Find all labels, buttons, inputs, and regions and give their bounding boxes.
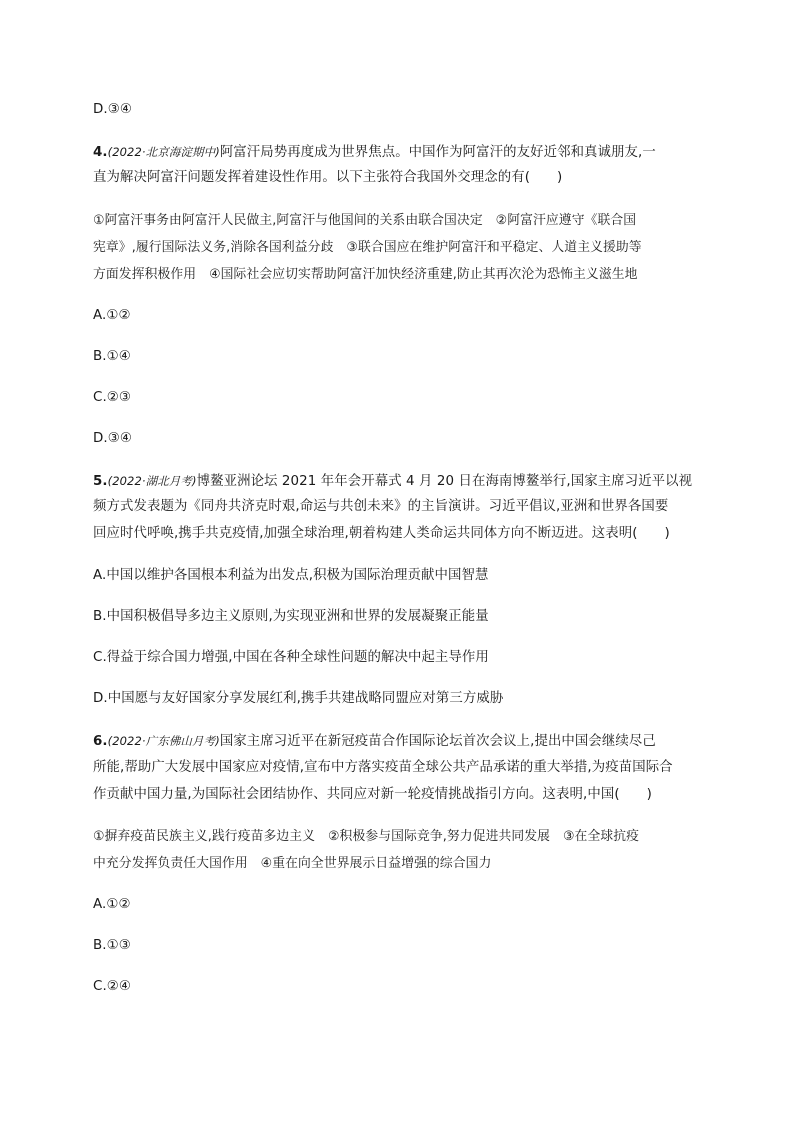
q6-number: 6: [93, 734, 103, 749]
q5-stem-line-2: 频方式发表题为《同舟共济克时艰,命运与共创未来》的主旨演讲。习近平倡议,亚洲和世界各国要: [93, 499, 669, 514]
q4-option-d: D.③④: [93, 431, 132, 446]
q5-number: 5: [93, 474, 103, 489]
q6-option-c: C.②④: [93, 979, 132, 994]
q5-option-a: A.中国以维护各国根本利益为出发点,积极为国际治理贡献中国智慧: [93, 568, 489, 583]
q5-option-b: B.中国积极倡导多边主义原则,为实现亚洲和世界的发展凝聚正能量: [93, 609, 489, 624]
q4-statements-line-2: 宪章》,履行国际法义务,消除各国利益分歧 ③联合国应在维护阿富汗和平稳定、人道主义援助等: [93, 240, 642, 255]
q5-stem-text-1: 博鳌亚洲论坛 2021 年年会开幕式 4 月 20 日在海南博鳌举行,国家主席习近平以视: [196, 474, 693, 489]
q5-source: (2022·湖北月考): [107, 474, 197, 488]
q4-option-a: A.①②: [93, 308, 131, 323]
q6-option-a: A.①②: [93, 897, 131, 912]
q4-option-c: C.②③: [93, 390, 132, 405]
q4-option-b: B.①④: [93, 349, 131, 364]
q5-stem-line-1: 5.(2022·湖北月考)博鳌亚洲论坛 2021 年年会开幕式 4 月 20 日在海南博鳌举行,国家主席习近平以视: [93, 474, 693, 489]
q4-statements-line-1: ①阿富汗事务由阿富汗人民做主,阿富汗与他国间的关系由联合国决定 ②阿富汗应遵守《联合国: [93, 213, 637, 228]
q6-stem-line-3: 作贡献中国力量,为国际社会团结协作、共同应对新一轮疫情挑战指引方向。这表明,中国( ): [93, 787, 652, 802]
q5-option-c: C.得益于综合国力增强,中国在各种全球性问题的解决中起主导作用: [93, 650, 489, 665]
q5-option-d: D.中国愿与友好国家分享发展红利,携手共建战略同盟应对第三方威胁: [93, 691, 504, 706]
q4-stem-line-1: 4.(2022·北京海淀期中)阿富汗局势再度成为世界焦点。中国作为阿富汗的友好近邻和真诚朋友,一: [93, 145, 656, 160]
q3-option-d: D.③④: [93, 102, 132, 117]
q6-statements-line-1: ①摒弃疫苗民族主义,践行疫苗多边主义 ②积极参与国际竞争,努力促进共同发展 ③在全球抗疫: [93, 829, 640, 844]
q6-option-b: B.①③: [93, 938, 131, 953]
q4-source: (2022·北京海淀期中): [107, 145, 220, 159]
q4-number: 4: [93, 145, 103, 160]
q6-statements-line-2: 中充分发挥负责任大国作用 ④重在向全世界展示日益增强的综合国力: [93, 856, 492, 871]
q6-stem-text-1: 国家主席习近平在新冠疫苗合作国际论坛首次会议上,提出中国会继续尽己: [219, 734, 656, 749]
q4-stem-text-1: 阿富汗局势再度成为世界焦点。中国作为阿富汗的友好近邻和真诚朋友,一: [219, 145, 656, 160]
q5-stem-line-3: 回应时代呼唤,携手共克疫情,加强全球治理,朝着构建人类命运共同体方向不断迈进。这表明( ): [93, 526, 670, 541]
q6-stem-line-1: 6.(2022·广东佛山月考)国家主席习近平在新冠疫苗合作国际论坛首次会议上,提出中国会继续尽己: [93, 734, 656, 749]
q6-stem-line-2: 所能,帮助广大发展中国家应对疫情,宣布中方落实疫苗全球公共产品承诺的重大举措,为疫苗国际合: [93, 760, 673, 775]
q6-source: (2022·广东佛山月考): [107, 734, 220, 748]
q4-statements-line-3: 方面发挥积极作用 ④国际社会应切实帮助阿富汗加快经济重建,防止其再次沦为恐怖主义滋生地: [93, 267, 638, 282]
q4-stem-line-2: 直为解决阿富汗问题发挥着建设性作用。以下主张符合我国外交理念的有( ): [93, 170, 563, 185]
